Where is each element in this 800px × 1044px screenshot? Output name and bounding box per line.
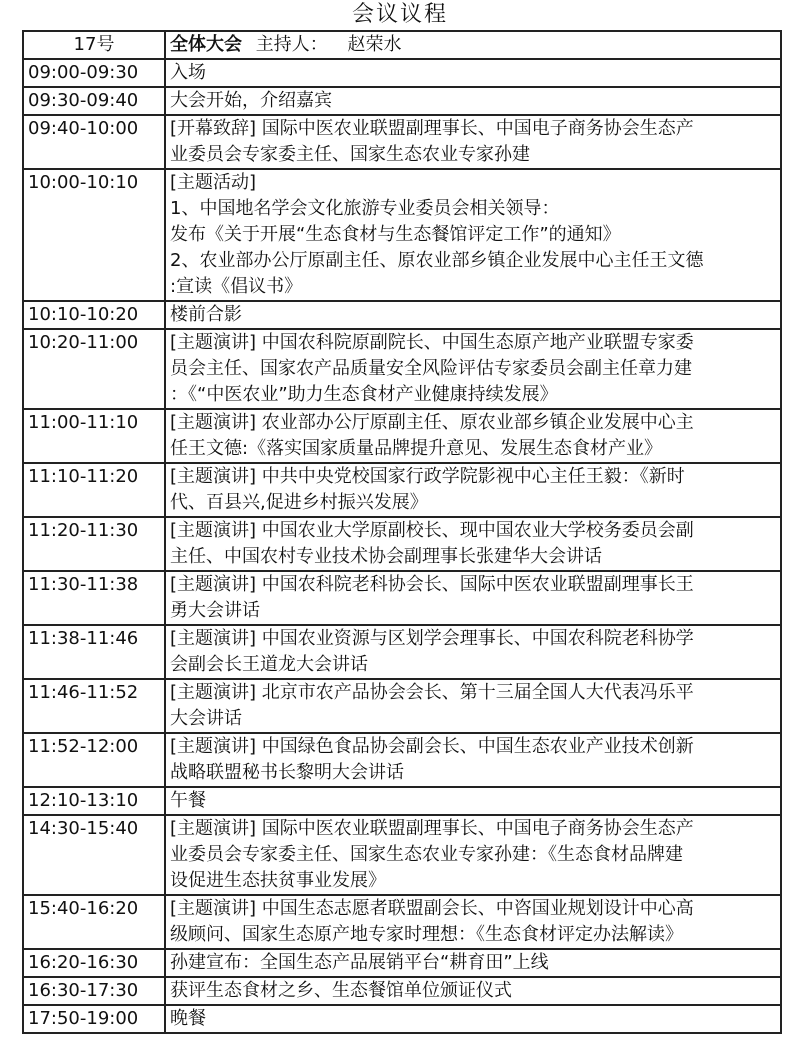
description-line: 楼前合影	[170, 304, 242, 325]
time-cell: 17:50-19:00	[23, 1005, 165, 1033]
table-row	[23, 59, 781, 87]
description-cell	[165, 329, 781, 409]
host-label: 主持人：	[255, 34, 328, 55]
time-cell: 11:20-11:30	[23, 517, 165, 571]
description-line: [主题演讲] 北京市农产品协会会长、第十三届全国人大代表冯乐平	[170, 682, 694, 703]
description-line: 晚餐	[170, 1008, 206, 1029]
description-line: 午餐	[170, 790, 206, 811]
agenda-table	[22, 30, 782, 1034]
description-line: 发布《关于开展“生态食材与生态餐馆评定工作”的通知》	[170, 224, 621, 245]
time-cell: 14:30-15:40	[23, 815, 165, 895]
description-line: 孙建宣布：全国生态产品展销平台“耕育田”上线	[170, 952, 549, 973]
table-header-row	[23, 31, 781, 59]
description-line: 入场	[170, 62, 206, 83]
time-cell: 16:30-17:30	[23, 977, 165, 1005]
table-row	[23, 815, 781, 895]
table-row	[23, 329, 781, 409]
description-cell	[165, 115, 781, 169]
description-line: 1、中国地名学会文化旅游专业委员会相关领导：	[170, 198, 560, 219]
table-row	[23, 733, 781, 787]
description-line: 勇大会讲话	[170, 600, 260, 621]
description-cell	[165, 169, 781, 301]
description-line: 获评生态食材之乡、生态餐馆单位颁证仪式	[170, 980, 512, 1001]
table-row	[23, 1005, 781, 1033]
time-cell: 11:00-11:10	[23, 409, 165, 463]
description-line: [开幕致辞] 国际中医农业联盟副理事长、中国电子商务协会生态产	[170, 118, 694, 139]
description-cell	[165, 733, 781, 787]
description-cell	[165, 977, 781, 1005]
description-cell	[165, 679, 781, 733]
page-title: 会议议程	[351, 2, 448, 27]
description-line: 2、农业部办公厅原副主任、原农业部乡镇企业发展中心主任王文德	[170, 250, 704, 271]
table-row	[23, 409, 781, 463]
table-row	[23, 87, 781, 115]
description-cell	[165, 949, 781, 977]
description-line: [主题演讲] 中共中央党校国家行政学院影视中心主任王毅：《新时	[170, 466, 685, 487]
description-line: 业委员会专家委主任、国家生态农业专家孙建：《生态食材品牌建	[170, 844, 683, 865]
description-cell	[165, 1005, 781, 1033]
time-cell: 15:40-16:20	[23, 895, 165, 949]
description-line: 代、百县兴,促进乡村振兴发展》	[170, 492, 428, 513]
description-line: 任王文德:《落实国家质量品牌提升意见、发展生态食材产业》	[170, 438, 663, 459]
table-row	[23, 949, 781, 977]
table-row	[23, 301, 781, 329]
time-cell: 11:46-11:52	[23, 679, 165, 733]
description-line: :宣读《倡议书》	[170, 276, 303, 297]
description-cell	[165, 87, 781, 115]
time-cell: 11:52-12:00	[23, 733, 165, 787]
description-cell	[165, 571, 781, 625]
description-cell	[165, 625, 781, 679]
time-cell: 16:20-16:30	[23, 949, 165, 977]
host-name: 赵荣水	[347, 34, 402, 55]
agenda-body	[23, 31, 781, 1033]
description-line: [主题演讲] 中国农科院老科协会长、国际中医农业联盟副理事长王	[170, 574, 694, 595]
table-row	[23, 977, 781, 1005]
description-cell	[165, 815, 781, 895]
description-line: 主任、中国农村专业技术协会副理事长张建华大会讲话	[170, 546, 602, 567]
time-cell: 11:30-11:38	[23, 571, 165, 625]
description-cell	[165, 787, 781, 815]
time-cell: 11:38-11:46	[23, 625, 165, 679]
description-line: [主题演讲] 中国生态志愿者联盟副会长、中咨国业规划设计中心高	[170, 898, 694, 919]
description-cell	[165, 59, 781, 87]
table-row	[23, 517, 781, 571]
description-line: ：《“中医农业”助力生态食材产业健康持续发展》	[170, 384, 558, 405]
table-row	[23, 895, 781, 949]
header-date: 17号	[23, 31, 165, 59]
description-line: [主题演讲] 农业部办公厅原副主任、原农业部乡镇企业发展中心主	[170, 412, 694, 433]
table-row	[23, 625, 781, 679]
description-line: 设促进生态扶贫事业发展》	[170, 870, 386, 891]
description-line: 会副会长王道龙大会讲话	[170, 654, 368, 675]
time-cell: 09:40-10:00	[23, 115, 165, 169]
description-line: 级顾问、国家生态原产地专家时理想：《生态食材评定办法解读》	[170, 924, 683, 945]
time-cell: 10:10-10:20	[23, 301, 165, 329]
table-row	[23, 787, 781, 815]
description-line: 业委员会专家委主任、国家生态农业专家孙建	[170, 144, 530, 165]
session-name: 全体大会	[170, 34, 242, 55]
description-cell	[165, 517, 781, 571]
description-cell	[165, 463, 781, 517]
description-line: [主题演讲] 中国农科院原副院长、中国生态原产地产业联盟专家委	[170, 332, 694, 353]
description-line: [主题演讲] 中国绿色食品协会副会长、中国生态农业产业技术创新	[170, 736, 694, 757]
table-row	[23, 115, 781, 169]
time-cell: 12:10-13:10	[23, 787, 165, 815]
description-line: [主题演讲] 中国农业资源与区划学会理事长、中国农科院老科协学	[170, 628, 694, 649]
table-row	[23, 169, 781, 301]
time-cell: 10:00-10:10	[23, 169, 165, 301]
description-cell	[165, 301, 781, 329]
description-cell	[165, 895, 781, 949]
time-cell: 09:00-09:30	[23, 59, 165, 87]
table-row	[23, 571, 781, 625]
description-line: 大会开始，介绍嘉宾	[170, 90, 332, 111]
description-line: [主题活动]	[170, 172, 257, 193]
time-cell: 10:20-11:00	[23, 329, 165, 409]
description-line: [主题演讲] 中国农业大学原副校长、现中国农业大学校务委员会副	[170, 520, 694, 541]
time-cell: 11:10-11:20	[23, 463, 165, 517]
time-cell: 09:30-09:40	[23, 87, 165, 115]
table-row	[23, 679, 781, 733]
description-line: 大会讲话	[170, 708, 242, 729]
table-row	[23, 463, 781, 517]
description-line: 员会主任、国家农产品质量安全风险评估专家委员会副主任章力建	[170, 358, 692, 379]
description-line: 战略联盟秘书长黎明大会讲话	[170, 762, 404, 783]
description-line: [主题演讲] 国际中医农业联盟副理事长、中国电子商务协会生态产	[170, 818, 694, 839]
header-info	[165, 31, 781, 59]
description-cell	[165, 409, 781, 463]
